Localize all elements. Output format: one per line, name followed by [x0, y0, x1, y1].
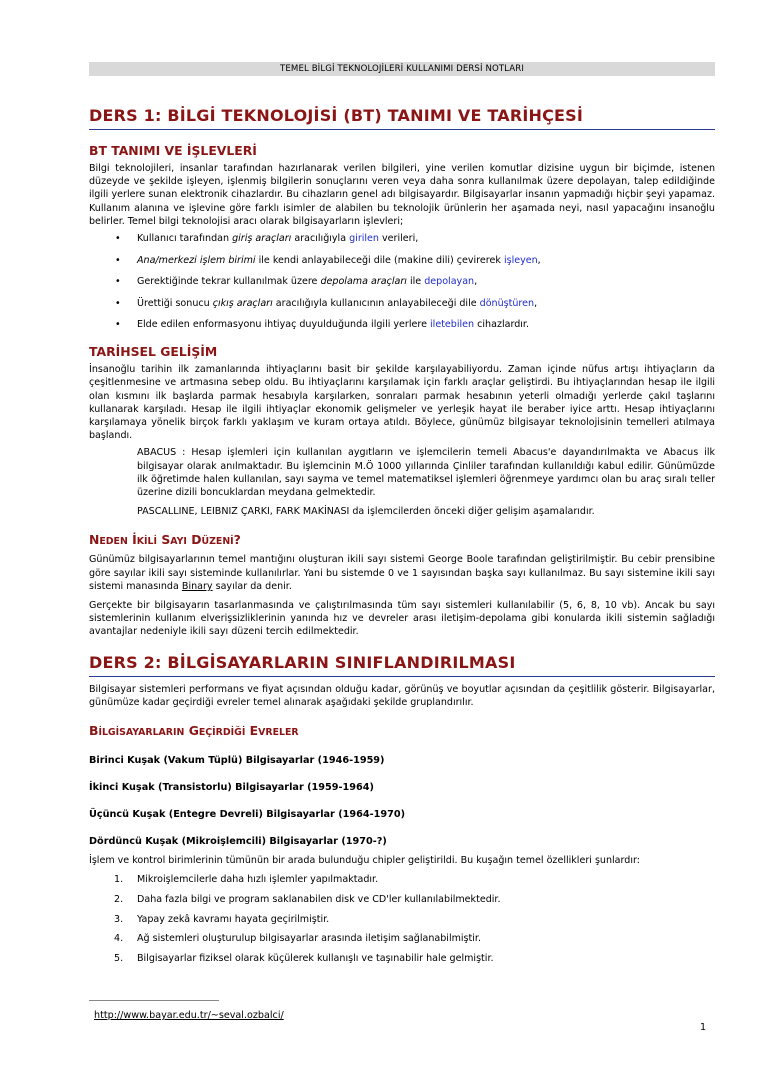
- fourth-gen-intro: İşlem ve kontrol birimlerinin tümünün bir arada bulunduğu chipler geliştirildi. Bu kuşağın temel özellikleri şunlardır:: [89, 855, 640, 867]
- bt-tanimi-heading: BT TANIMI VE İŞLEVLERİ: [89, 143, 257, 158]
- term-link: girilen: [349, 233, 379, 245]
- bt-functions-list: [89, 232, 715, 331]
- document-body: [89, 106, 715, 965]
- ikili-paragraph-2: Gerçekte bir bilgisayarın tasarlanmasında ve çalıştırılmasında tüm sayı sistemleri kullanılabilir (5, 6, 8, 10 vb). Ancak bu sayı sistemlerinin kullanım elverişsizliklerinin yanında hız ve devreler arası iletişim-depolama gibi konularda ikili sistemin sağladığı avantajlar nedeniyle ikili sayı düzeni tercih edilmektedir.: [89, 600, 715, 638]
- list-item: 2. Daha fazla bilgi ve program saklanabilen disk ve CD'ler kullanılabilmektedir.: [114, 893, 501, 905]
- ders2-title: DERS 2: BİLGİSAYARLARIN SINIFLANDIRILMASI: [89, 653, 715, 677]
- tarihsel-gelisim-heading: TARİHSEL GELİŞİM: [89, 344, 218, 360]
- fourth-gen-features: [89, 873, 715, 965]
- neden-ikili-heading: NEDEN İKİLİ SAYI DÜZENİ?: [89, 532, 241, 548]
- list-item: 1. Mikroişlemcilerle daha hızlı işlemler yapılmaktadır.: [114, 874, 379, 886]
- generation-3: Üçüncü Kuşak (Entegre Devreli) Bilgisayarlar (1964-1970): [89, 809, 406, 821]
- list-item: 5. Bilgisayarlar fiziksel olarak küçülerek kullanışlı ve taşınabilir hale gelmiştir.: [114, 953, 494, 965]
- bt-tanimi-paragraph: Bilgi teknolojileri, insanlar tarafından hazırlanarak verilen bilgileri, yine verilen komutlar dizisine uygun bir biçimde, istenen düzeyde ve şekilde işleyen, işlenmiş bilgilerin sonuçlarını veren veya daha sonra kullanılmak üzere depolayan, talep edildiğinde ilgili yerlere sunan elektronik cihazlardır. Bu cihazların genel adı bilgisayardır. Bilgisayarlar insanın yapmadığı hiçbir şeyi yapamaz. Kullanım alanına ve işlevine göre farklı isimler de alabilen bu teknolojik ürünlerin her aşamada neyi, nasıl yapacağını insanoğlu belirler. Temel bilgi teknolojisi aracı olarak bilgisayarların işlevleri;: [89, 163, 715, 227]
- term-link: dönüştüren: [479, 297, 535, 309]
- binary-link: Binary: [181, 580, 213, 592]
- footer-url-link[interactable]: http://www.bayar.edu.tr/~seval.ozbalci/: [94, 1010, 284, 1021]
- running-header: TEMEL BİLGİ TEKNOLOJİLERİ KULLANIMI DERSİ NOTLARI: [89, 62, 715, 76]
- ikili-paragraph-1: Günümüz bilgisayarlarının temel mantığını oluşturan ikili sayı sistemi George Boole tarafından geliştirilmiştir. Bu cebir prensibine göre sayılar ikili sayı sisteminde kullanılırlar. Yani bu sistemde 0 ve 1 sayısından başka sayı kullanılmaz. Bu sayı sistemine ikili sayı sistemi manasında Binary sayılar da denir.: [89, 554, 715, 592]
- term-link: işleyen: [503, 254, 538, 266]
- term-link: depolayan: [424, 276, 475, 288]
- list-item: • Ürettiği sonucu çıkış araçları aracılığıyla kullanıcının anlayabileceği dile dönüştüren,: [115, 297, 538, 309]
- list-item: 4. Ağ sistemleri oluşturulup bilgisayarlar arasında iletişim sağlanabilmiştir.: [114, 933, 481, 945]
- evreler-heading: BİLGİSAYARLARIN GEÇİRDİĞİ EVRELER: [89, 723, 299, 739]
- list-item: ABACUS : Hesap işlemleri için kullanılan aygıtların ve işlemcilerin temeli Abacus'e dayandırılmakta ve Abacus ilk bilgisayar olarak anılmaktadır. Bu işlemcinin M.Ö 1000 yıllarında Çinliler tarafından kullanıldığı kabul edilir. Günümüzde ilk öğretimde halen kullanılan, sayı sayma ve temel matematiksel işlemleri öğrenmeye yardımcı olan bu araç sıralı teller üzerine dizili boncuklardan meydana gelmektedir.: [137, 447, 715, 499]
- list-item: • Ana/merkezi işlem birimi ile kendi anlayabileceği dile (makine dili) çevirerek işleyen,: [115, 254, 541, 266]
- list-item: 3. Yapay zekâ kavramı hayata geçirilmiştir.: [114, 913, 330, 925]
- generation-4: Dördüncü Kuşak (Mikroişlemcili) Bilgisayarlar (1970-?): [89, 836, 387, 848]
- list-item: • Gerektiğinde tekrar kullanılmak üzere depolama araçları ile depolayan,: [115, 276, 478, 288]
- list-item: PASCALLINE, LEIBNIZ ÇARKI, FARK MAKİNASI da işlemcilerden önceki diğer gelişim aşamalarıdır.: [137, 506, 595, 518]
- footer-divider: [89, 1000, 219, 1001]
- generation-2: İkinci Kuşak (Transistorlu) Bilgisayarlar (1959-1964): [89, 782, 374, 794]
- generation-1: Birinci Kuşak (Vakum Tüplü) Bilgisayarlar (1946-1959): [89, 755, 385, 767]
- tarihsel-gelisim-paragraph: İnsanoğlu tarihin ilk zamanlarında ihtiyaçlarını basit bir şekilde karşılayabiliyordu. Zaman içinde nüfus artışı ihtiyaçların da çeşitlenmesine ve artmasına sebep oldu. Bu ihtiyaçlarını karşılamak için farklı araçlar geliştirdi. Bu ihtiyaçlarından hesap ile ilgili olan kısmını ilk başlarda parmak hesabıyla karşılarken, sonraları parmak hesabının yeterli olmadığı yerlerde çakıl taşlarını kullanarak karşıladı. Hesap ile ilgili ihtiyaçlar ekonomik gelişmeler ve yerleşik hayat ile beraber iyice arttı. Hesap ihtiyaçlarını karşılamaya yönelik birçok farklı yaklaşım ve kuram ortaya atıldı. Böylece, günümüz bilgisayar teknolojisinin temelleri atılmaya başlandı.: [89, 364, 715, 442]
- list-item: • Kullanıcı tarafından giriş araçları aracılığıyla girilen verileri,: [115, 233, 419, 245]
- ders2-paragraph: Bilgisayar sistemleri performans ve fiyat açısından olduğu kadar, görünüş ve boyutlar açısından da çeşitlilik gösterir. Bilgisayarlar, günümüze kadar geçirdiği evreler temel alınarak aşağıdaki şekilde gruplandırılır.: [89, 683, 715, 708]
- term-link: iletebilen: [430, 319, 475, 331]
- list-item: • Elde edilen enformasyonu ihtiyaç duyulduğunda ilgili yerlere iletebilen cihazlardır.: [115, 319, 530, 331]
- history-list: [89, 446, 715, 518]
- page-number: 1: [700, 1022, 707, 1033]
- ders1-title: DERS 1: BİLGİ TEKNOLOJİSİ (BT) TANIMI VE TARİHÇESİ: [89, 106, 715, 130]
